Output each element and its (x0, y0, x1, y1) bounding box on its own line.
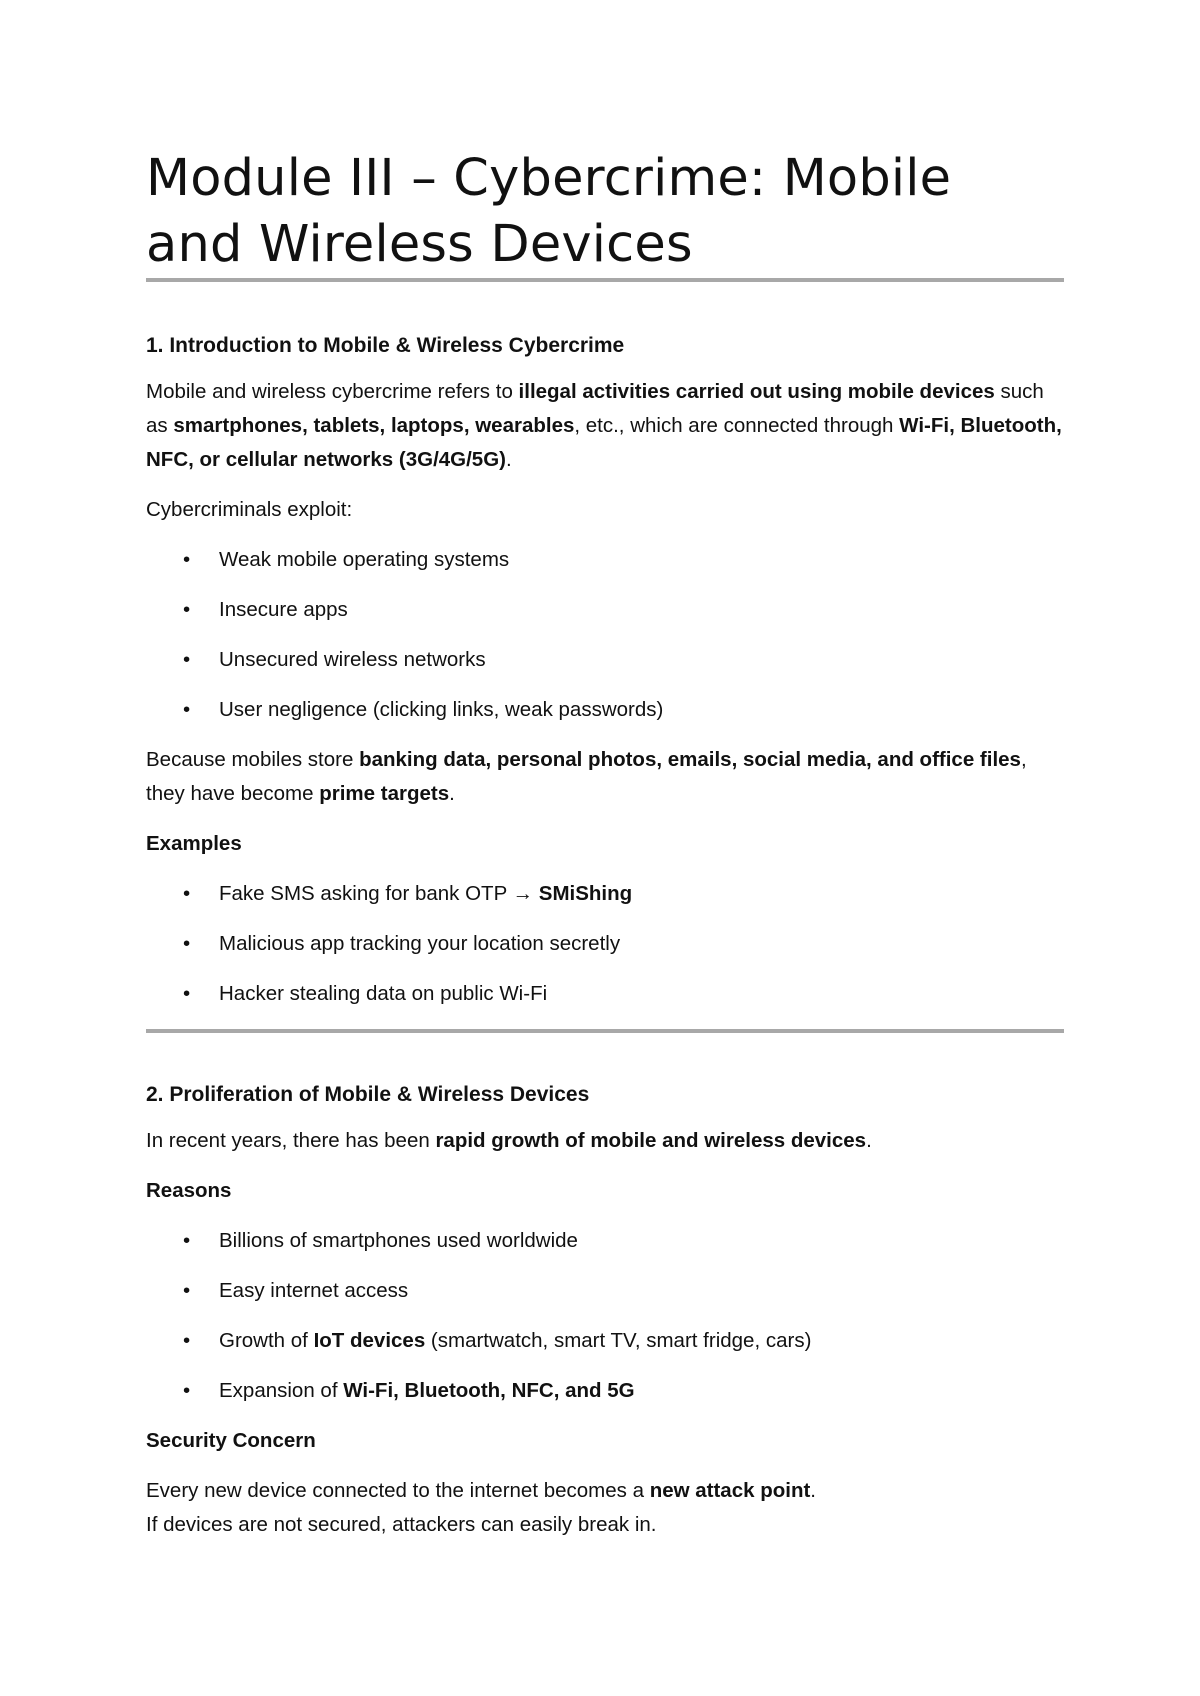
list-item-text: Insecure apps (219, 598, 348, 621)
list-item (146, 977, 1064, 1011)
list-item-text: Growth of (219, 1329, 314, 1352)
list-item-text: Expansion of (219, 1379, 344, 1402)
list-item (146, 643, 1064, 677)
exploit-label: Cybercriminals exploit: (146, 498, 353, 521)
bold-run: banking data, personal photos, emails, social media, and office files (359, 748, 1021, 771)
bold-run: SMiShing (538, 882, 633, 905)
section-2-intro-paragraph (146, 1124, 1064, 1158)
reasons-list (146, 1224, 1064, 1408)
bold-run: Wi-Fi, Bluetooth, NFC, and 5G (343, 1379, 635, 1402)
list-item (146, 693, 1064, 727)
bullet-icon: • (183, 932, 191, 955)
list-item-text: Billions of smartphones used worldwide (219, 1229, 578, 1252)
text-run: . (505, 448, 512, 471)
text-run: , etc., which are connected through (574, 414, 900, 437)
reasons-heading: Reasons (146, 1179, 232, 1202)
list-item (146, 1324, 1064, 1358)
text-run: If devices are not secured, attackers can easily break in. (146, 1513, 657, 1536)
text-run: Because mobiles store (146, 748, 360, 771)
text-run: . (866, 1129, 872, 1152)
list-item (146, 543, 1064, 577)
examples-list (146, 877, 1064, 1011)
list-item-text: Weak mobile operating systems (219, 548, 510, 571)
because-paragraph (146, 743, 1064, 811)
list-item (146, 877, 1064, 911)
list-item-text: Fake SMS asking for bank OTP → (219, 882, 539, 905)
bold-run: illegal activities carried out using mobile devices (518, 380, 995, 403)
list-item (146, 593, 1064, 627)
section-1-intro-paragraph (146, 375, 1064, 477)
list-item-text: Hacker stealing data on public Wi-Fi (219, 982, 548, 1005)
list-item-text: User negligence (clicking links, weak passwords) (219, 698, 664, 721)
page-title: Module III – Cybercrime: Mobile and Wireless Devices (146, 149, 952, 274)
text-run: such as (146, 380, 1044, 437)
bullet-icon: • (183, 1379, 191, 1402)
list-item (146, 1224, 1064, 1258)
list-item-text: Easy internet access (219, 1279, 409, 1302)
bold-run: IoT devices (313, 1329, 426, 1352)
bullet-icon: • (183, 648, 191, 671)
bold-run: prime targets (319, 782, 450, 805)
text-run: Mobile and wireless cybercrime refers to (146, 380, 519, 403)
bold-run: smartphones, tablets, laptops, wearables (173, 414, 575, 437)
text-run: . (810, 1479, 816, 1502)
examples-heading: Examples (146, 832, 242, 855)
bullet-icon: • (183, 1279, 191, 1302)
document-page (146, 146, 1064, 1542)
section-divider (146, 1029, 1064, 1033)
security-concern-heading: Security Concern (146, 1429, 316, 1452)
security-concern-paragraph (146, 1474, 1064, 1542)
list-item (146, 1374, 1064, 1408)
list-item (146, 1274, 1064, 1308)
bullet-icon: • (183, 882, 191, 905)
text-run: In recent years, there has been (146, 1129, 436, 1152)
section-2-heading: 2. Proliferation of Mobile & Wireless Devices (146, 1083, 590, 1106)
list-item-text: Unsecured wireless networks (219, 648, 486, 671)
exploit-list (146, 543, 1064, 727)
bold-run: Wi-Fi, Bluetooth, NFC, or cellular networks (3G/4G/5G) (146, 414, 1062, 471)
bullet-icon: • (183, 548, 191, 571)
list-item-text: Malicious app tracking your location secretly (219, 932, 621, 955)
text-run: , they have become (146, 748, 1027, 805)
text-run: (smartwatch, smart TV, smart fridge, cars) (425, 1329, 812, 1352)
bold-run: rapid growth of mobile and wireless devices (435, 1129, 867, 1152)
bullet-icon: • (183, 598, 191, 621)
title-divider (146, 278, 1064, 282)
bullet-icon: • (183, 982, 191, 1005)
bold-run: new attack point (649, 1479, 811, 1502)
section-1-heading: 1. Introduction to Mobile & Wireless Cybercrime (146, 334, 625, 357)
bullet-icon: • (183, 1229, 191, 1252)
text-run: . (449, 782, 455, 805)
text-run: Every new device connected to the internet becomes a (146, 1479, 650, 1502)
list-item (146, 927, 1064, 961)
bullet-icon: • (183, 1329, 191, 1352)
bullet-icon: • (183, 698, 191, 721)
